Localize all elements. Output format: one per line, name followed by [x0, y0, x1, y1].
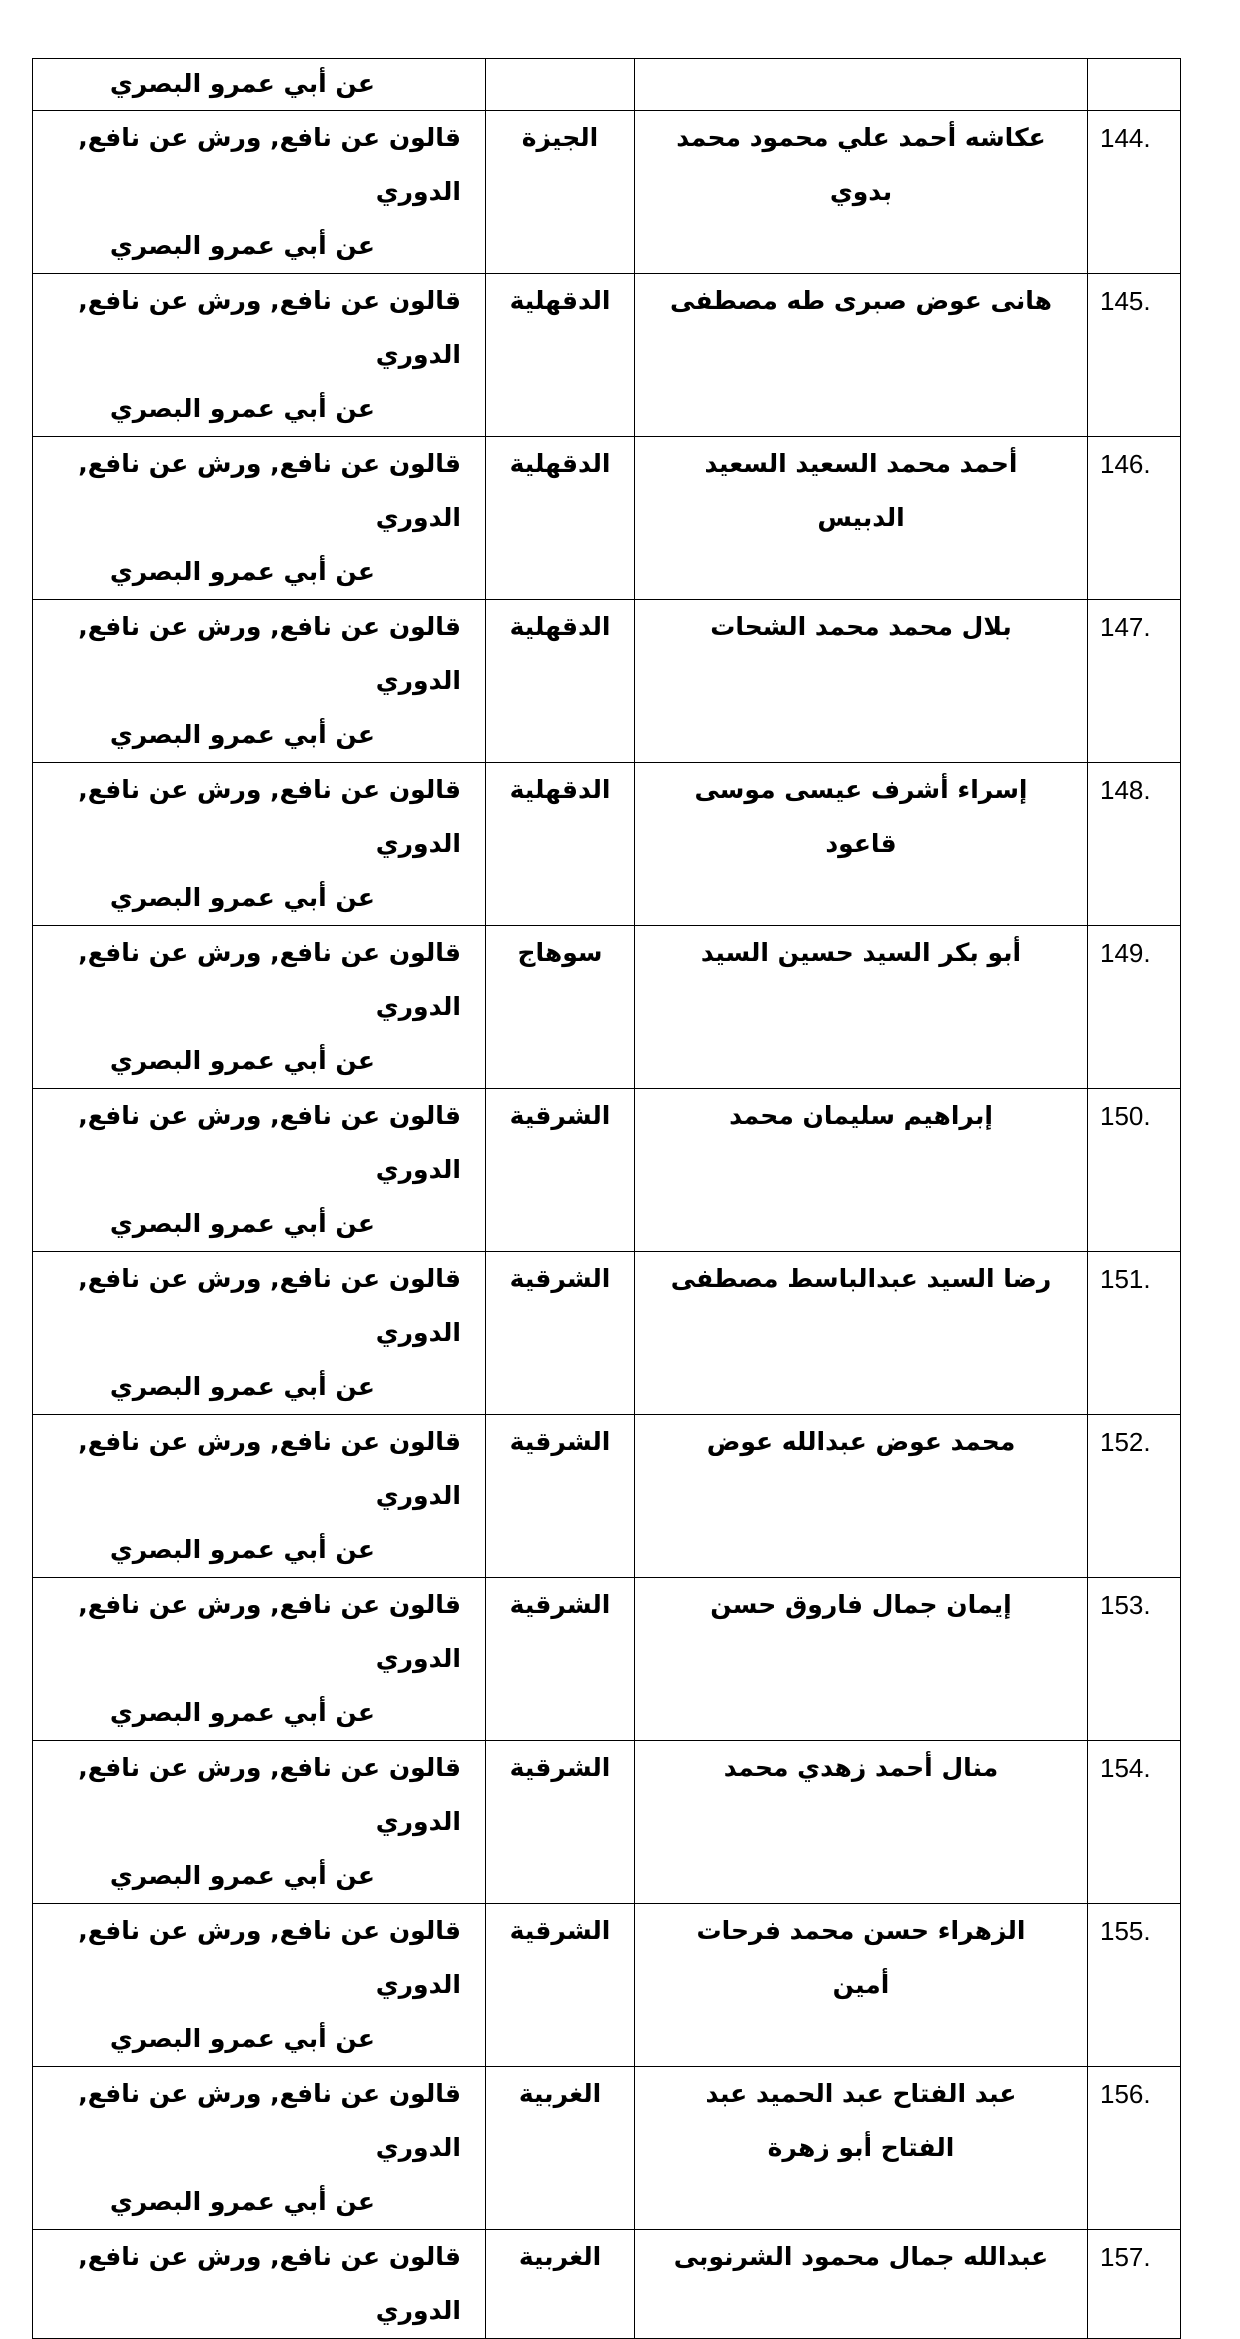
participant-name: عكاشه أحمد علي محمود محمد بدوي	[676, 123, 1046, 206]
name-cell	[635, 1089, 1088, 1252]
governorate-cell	[486, 59, 635, 111]
riwaya-line-1: قالون عن نافع, ورش عن نافع, الدوري	[78, 1753, 461, 1836]
name-cell	[635, 1415, 1088, 1578]
governorate-cell: الغربية	[486, 2067, 635, 2230]
name-cell	[635, 437, 1088, 600]
name-cell	[635, 1904, 1088, 2067]
riwaya-cell	[33, 1578, 486, 1741]
riwaya-line-2: عن أبي عمرو البصري	[109, 557, 375, 586]
name-cell	[635, 2230, 1088, 2339]
riwaya-line-1: قالون عن نافع, ورش عن نافع, الدوري	[78, 286, 461, 369]
table-row	[33, 2067, 1181, 2230]
name-cell	[635, 59, 1088, 111]
riwaya-cell	[33, 2067, 486, 2230]
name-cell	[635, 926, 1088, 1089]
riwaya-cell	[33, 1252, 486, 1415]
table-row	[33, 1904, 1181, 2067]
riwaya-line-2: عن أبي عمرو البصري	[109, 2024, 375, 2053]
row-number-cell: 145.	[1088, 274, 1181, 437]
name-cell	[635, 600, 1088, 763]
row-number-cell: 146.	[1088, 437, 1181, 600]
riwaya-line-2: عن أبي عمرو البصري	[109, 720, 375, 749]
table-row	[33, 926, 1181, 1089]
row-number-cell: 157.	[1088, 2230, 1181, 2339]
table-row	[33, 1089, 1181, 1252]
name-cell	[635, 1578, 1088, 1741]
participant-name: هانى عوض صبرى طه مصطفى	[670, 286, 1052, 315]
table-row	[33, 763, 1181, 926]
participant-name: رضا السيد عبدالباسط مصطفى	[670, 1264, 1052, 1293]
riwaya-line-1: قالون عن نافع, ورش عن نافع, الدوري	[78, 2242, 461, 2325]
row-number-cell: 144.	[1088, 111, 1181, 274]
riwaya-line-1: قالون عن نافع, ورش عن نافع, الدوري	[78, 938, 461, 1021]
row-number-cell: 153.	[1088, 1578, 1181, 1741]
riwaya-line-1: قالون عن نافع, ورش عن نافع, الدوري	[78, 1264, 461, 1347]
participant-name: الزهراء حسن محمد فرحات أمين	[696, 1916, 1026, 1999]
name-cell	[635, 1252, 1088, 1415]
riwaya-line-1: قالون عن نافع, ورش عن نافع, الدوري	[78, 1590, 461, 1673]
riwaya-line-1: قالون عن نافع, ورش عن نافع, الدوري	[78, 123, 461, 206]
participant-name: عبدالله جمال محمود الشرنوبى	[673, 2242, 1049, 2271]
table-row-partial-bottom	[33, 2230, 1181, 2339]
riwaya-line-1: قالون عن نافع, ورش عن نافع, الدوري	[78, 1916, 461, 1999]
governorate-cell: الدقهلية	[486, 600, 635, 763]
governorate-cell: الغربية	[486, 2230, 635, 2339]
participant-name: أحمد محمد السعيد السعيد الدبيس	[704, 449, 1018, 532]
riwaya-line-2: عن أبي عمرو البصري	[109, 1209, 375, 1238]
riwaya-line-1: قالون عن نافع, ورش عن نافع, الدوري	[78, 1427, 461, 1510]
riwaya-line-1: قالون عن نافع, ورش عن نافع, الدوري	[78, 449, 461, 532]
riwaya-cell	[33, 1741, 486, 1904]
riwaya-line-2: عن أبي عمرو البصري	[109, 231, 375, 260]
name-cell	[635, 763, 1088, 926]
row-number-cell: 154.	[1088, 1741, 1181, 1904]
row-number-cell	[1088, 59, 1181, 111]
table-row	[33, 274, 1181, 437]
governorate-cell: الجيزة	[486, 111, 635, 274]
riwaya-cell	[33, 1415, 486, 1578]
participant-name: أبو بكر السيد حسين السيد	[700, 938, 1022, 967]
table-row	[33, 1578, 1181, 1741]
riwaya-cell	[33, 437, 486, 600]
participant-name: إسراء أشرف عيسى موسى قاعود	[694, 775, 1028, 858]
riwaya-cell	[33, 1089, 486, 1252]
riwaya-cell	[33, 111, 486, 274]
riwaya-cell	[33, 59, 486, 111]
name-cell	[635, 2067, 1088, 2230]
table-row-partial-top	[33, 59, 1181, 111]
participants-table	[32, 58, 1181, 2339]
riwaya-cell	[33, 1904, 486, 2067]
participant-name: عبد الفتاح عبد الحميد عبد الفتاح أبو زهرة	[705, 2079, 1017, 2162]
row-number-cell: 151.	[1088, 1252, 1181, 1415]
riwaya-line-1: قالون عن نافع, ورش عن نافع, الدوري	[78, 1101, 461, 1184]
riwaya-cell	[33, 600, 486, 763]
riwaya-cell	[33, 763, 486, 926]
riwaya-line-2: عن أبي عمرو البصري	[109, 1535, 375, 1564]
table-row	[33, 1252, 1181, 1415]
participant-name: محمد عوض عبدالله عوض	[706, 1427, 1016, 1456]
name-cell	[635, 274, 1088, 437]
table-row	[33, 600, 1181, 763]
riwaya-line-2: عن أبي عمرو البصري	[109, 1698, 375, 1727]
table-row	[33, 437, 1181, 600]
riwaya-line-1: قالون عن نافع, ورش عن نافع, الدوري	[78, 775, 461, 858]
riwaya-cell	[33, 2230, 486, 2339]
participant-name: إيمان جمال فاروق حسن	[710, 1590, 1012, 1619]
table-row	[33, 111, 1181, 274]
participant-name: بلال محمد محمد الشحات	[710, 612, 1012, 641]
participant-name: منال أحمد زهدي محمد	[723, 1753, 999, 1782]
riwaya-line-2: عن أبي عمرو البصري	[109, 394, 375, 423]
row-number-cell: 149.	[1088, 926, 1181, 1089]
governorate-cell: سوهاج	[486, 926, 635, 1089]
riwaya-line-2: عن أبي عمرو البصري	[109, 1372, 375, 1401]
table-row	[33, 1415, 1181, 1578]
governorate-cell: الشرقية	[486, 1089, 635, 1252]
riwaya-line-2: عن أبي عمرو البصري	[109, 1046, 375, 1075]
row-number-cell: 155.	[1088, 1904, 1181, 2067]
governorate-cell: الشرقية	[486, 1904, 635, 2067]
row-number-cell: 148.	[1088, 763, 1181, 926]
governorate-cell: الدقهلية	[486, 274, 635, 437]
row-number-cell: 152.	[1088, 1415, 1181, 1578]
riwaya-line-1: قالون عن نافع, ورش عن نافع, الدوري	[78, 612, 461, 695]
name-cell	[635, 111, 1088, 274]
riwaya-cell	[33, 274, 486, 437]
governorate-cell: الشرقية	[486, 1415, 635, 1578]
riwaya-cell	[33, 926, 486, 1089]
participant-name: إبراهيم سليمان محمد	[729, 1101, 993, 1130]
row-number-cell: 150.	[1088, 1089, 1181, 1252]
name-cell	[635, 1741, 1088, 1904]
riwaya-line-2: عن أبي عمرو البصري	[109, 883, 375, 912]
table-row	[33, 1741, 1181, 1904]
riwaya-line-2: عن أبي عمرو البصري	[109, 2187, 375, 2216]
row-number-cell: 156.	[1088, 2067, 1181, 2230]
governorate-cell: الشرقية	[486, 1741, 635, 1904]
riwaya-line-1: قالون عن نافع, ورش عن نافع, الدوري	[78, 2079, 461, 2162]
riwaya-line-2: عن أبي عمرو البصري	[109, 1861, 375, 1890]
governorate-cell: الدقهلية	[486, 437, 635, 600]
governorate-cell: الشرقية	[486, 1578, 635, 1741]
riwaya-line-2: عن أبي عمرو البصري	[109, 69, 375, 98]
governorate-cell: الشرقية	[486, 1252, 635, 1415]
row-number-cell: 147.	[1088, 600, 1181, 763]
governorate-cell: الدقهلية	[486, 763, 635, 926]
